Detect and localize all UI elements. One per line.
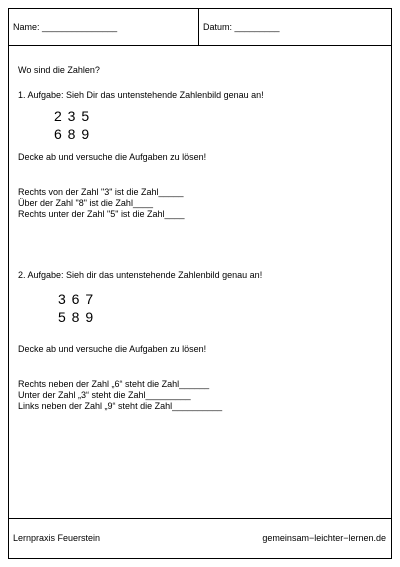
task1-question-3: Rechts unter der Zahl "5" ist die Zahl____: [18, 209, 185, 219]
task2-number-row-1: 3 6 7: [58, 291, 95, 307]
date-field-label: Datum: _________: [203, 22, 280, 32]
task1-number-row-2: 6 8 9: [54, 126, 91, 142]
worksheet: [8, 8, 392, 559]
task2-question-1: Rechts neben der Zahl „6“ steht die Zahl______: [18, 379, 210, 389]
task2-cover-note: Decke ab und versuche die Aufgaben zu lösen!: [18, 344, 207, 354]
task2-question-2: Unter der Zahl „3“ steht die Zahl_________: [18, 390, 191, 400]
task2-instruction: 2. Aufgabe: Sieh dir das untenstehende Zahlenbild genau an!: [18, 270, 263, 280]
header-divider: [198, 9, 199, 45]
header-row: [9, 9, 391, 46]
footer-row: [9, 518, 391, 558]
intro-question: Wo sind die Zahlen?: [18, 65, 100, 75]
task2-number-row-2: 5 8 9: [58, 309, 95, 325]
name-field-label: Name: _______________: [13, 22, 118, 32]
task1-number-row-1: 2 3 5: [54, 108, 91, 124]
task2-question-3: Links neben der Zahl „9“ steht die Zahl__________: [18, 401, 223, 411]
task1-question-1: Rechts von der Zahl "3" ist die Zahl_____: [18, 187, 184, 197]
footer-website: gemeinsam−leichter−lernen.de: [262, 533, 386, 543]
task1-question-2: Über der Zahl "8" ist die Zahl____: [18, 198, 153, 208]
task1-instruction: 1. Aufgabe: Sieh Dir das untenstehende Zahlenbild genau an!: [18, 90, 264, 100]
footer-publisher: Lernpraxis Feuerstein: [13, 533, 101, 543]
task1-cover-note: Decke ab und versuche die Aufgaben zu lösen!: [18, 152, 207, 162]
